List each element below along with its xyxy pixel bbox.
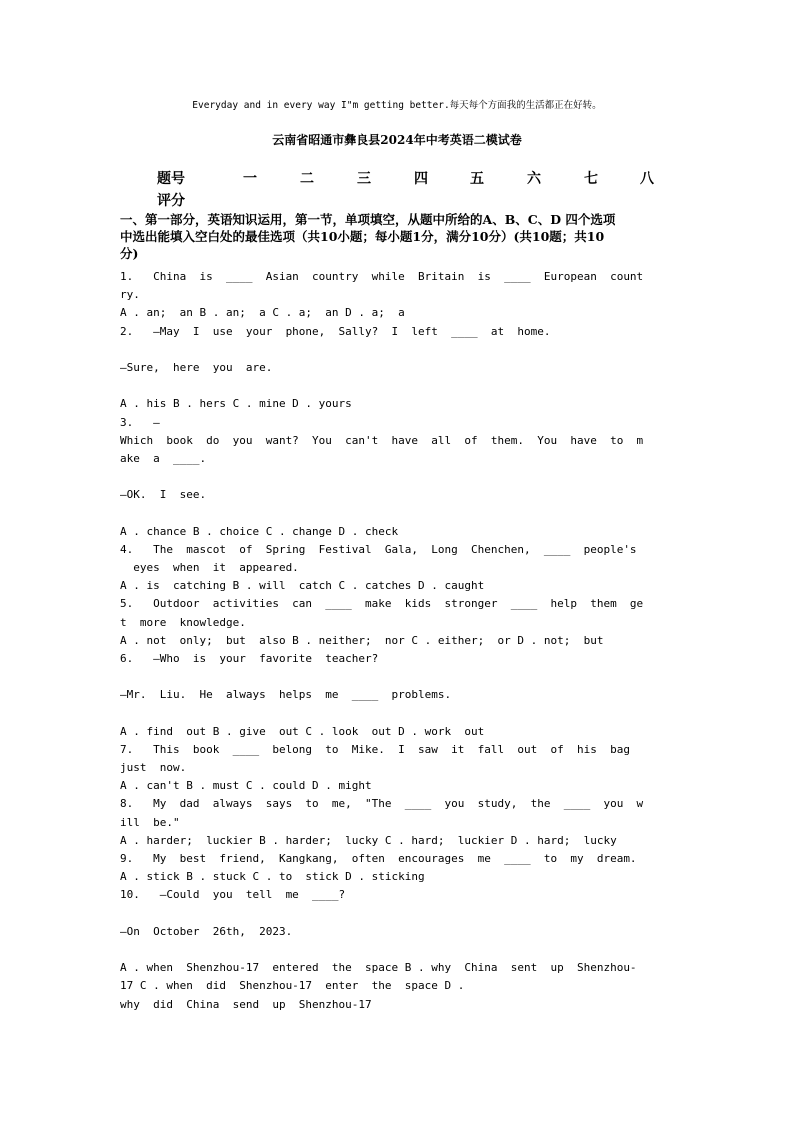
question-line: 3. — bbox=[120, 415, 160, 429]
question-line: A . find out B . give out C . look out D . work out bbox=[120, 724, 485, 738]
blank-line bbox=[120, 504, 680, 522]
question-line: 17 C . when did Shenzhou-17 enter the space D . bbox=[120, 979, 465, 993]
blank-line bbox=[120, 341, 680, 359]
blank-line bbox=[120, 941, 680, 959]
section-line: 中选出能填入空白处的最佳选项（共10小题；每小题1分，满分10分）(共10题；共10 bbox=[120, 229, 605, 244]
question-line: 9. My best friend, Kangkang, often encourages me ____ to my dream. bbox=[120, 852, 637, 865]
question-line: t more knowledge. bbox=[120, 615, 246, 629]
question-line: A . can't B . must C . could D . might bbox=[120, 779, 372, 793]
question-line: why did China send up Shenzhou-17 bbox=[120, 997, 372, 1011]
question-line: 10. —Could you tell me ____? bbox=[120, 888, 346, 902]
question-line: ake a ____. bbox=[120, 451, 207, 465]
score-table-header bbox=[157, 168, 677, 190]
question-line: —Mr. Liu. He always helps me ____ problems. bbox=[120, 688, 452, 702]
question-line: A . his B . hers C . mine D . yours bbox=[120, 397, 352, 411]
question-line: just now. bbox=[120, 761, 187, 775]
blank-line bbox=[120, 377, 680, 395]
question-line: 8. My dad always says to me, "The ____ you study, the ____ you w bbox=[120, 797, 644, 811]
question-line: 7. This book ____ belong to Mike. I saw it fall out of his bag bbox=[120, 742, 630, 756]
question-line: A . when Shenzhou-17 entered the space B . why China sent up Shenzhou- bbox=[120, 961, 637, 975]
header-motto: Everyday and in every way I"m getting better.每天每个方面我的生活都正在好转。 bbox=[192, 100, 602, 111]
question-line: eyes when it appeared. bbox=[120, 561, 299, 574]
section-line: 一、第一部分，英语知识运用，第一节，单项填空，从题中所给的A、B、C、D 四个选项 bbox=[120, 212, 616, 227]
score-column: 一 bbox=[243, 171, 257, 187]
question-line: —On October 26th, 2023. bbox=[120, 924, 293, 938]
question-line: A . harder; luckier B . harder; lucky C . hard; luckier D . hard; lucky bbox=[120, 833, 617, 847]
question-line: A . an; an B . an; a C . a; an D . a; a bbox=[120, 306, 405, 320]
question-line: ill be." bbox=[120, 815, 180, 829]
score-heading: 题号 bbox=[157, 171, 185, 187]
question-line: 2. —May I use your phone, Sally? I left ____ at home. bbox=[120, 324, 551, 338]
question-line: A . is catching B . will catch C . catches D . caught bbox=[120, 579, 485, 593]
question-line: —OK. I see. bbox=[120, 488, 207, 502]
blank-line bbox=[120, 668, 680, 686]
question-line: Which book do you want? You can't have all of them. You have to m bbox=[120, 433, 644, 447]
score-column: 二 bbox=[300, 171, 314, 187]
score-column: 三 bbox=[357, 171, 371, 187]
section-instructions bbox=[120, 211, 680, 262]
blank-line bbox=[120, 705, 680, 723]
exam-title: 云南省昭通市彝良县2024年中考英语二模试卷 bbox=[272, 133, 522, 147]
question-line: ry. bbox=[120, 288, 140, 302]
score-row-label: 评分 bbox=[157, 193, 185, 209]
score-column: 四 bbox=[414, 171, 428, 187]
score-column: 六 bbox=[527, 171, 541, 187]
question-line: —Sure, here you are. bbox=[120, 360, 273, 374]
score-column: 五 bbox=[470, 171, 484, 187]
question-line: A . stick B . stuck C . to stick D . sticking bbox=[120, 870, 425, 884]
blank-line bbox=[120, 468, 680, 486]
section-line: 分) bbox=[120, 246, 139, 261]
question-line: 5. Outdoor activities can ____ make kids stronger ____ help them ge bbox=[120, 597, 644, 611]
score-column: 八 bbox=[640, 171, 654, 187]
question-list bbox=[120, 268, 680, 1014]
blank-line bbox=[120, 905, 680, 923]
question-line: 4. The mascot of Spring Festival Gala, Long Chenchen, ____ people's bbox=[120, 542, 637, 556]
question-line: A . chance B . choice C . change D . check bbox=[120, 524, 399, 538]
question-line: 1. China is ____ Asian country while Britain is ____ European count bbox=[120, 270, 644, 283]
question-line: A . not only; but also B . neither; nor C . either; or D . not; but bbox=[120, 633, 604, 647]
score-column: 七 bbox=[584, 171, 598, 187]
question-line: 6. —Who is your favorite teacher? bbox=[120, 651, 379, 665]
